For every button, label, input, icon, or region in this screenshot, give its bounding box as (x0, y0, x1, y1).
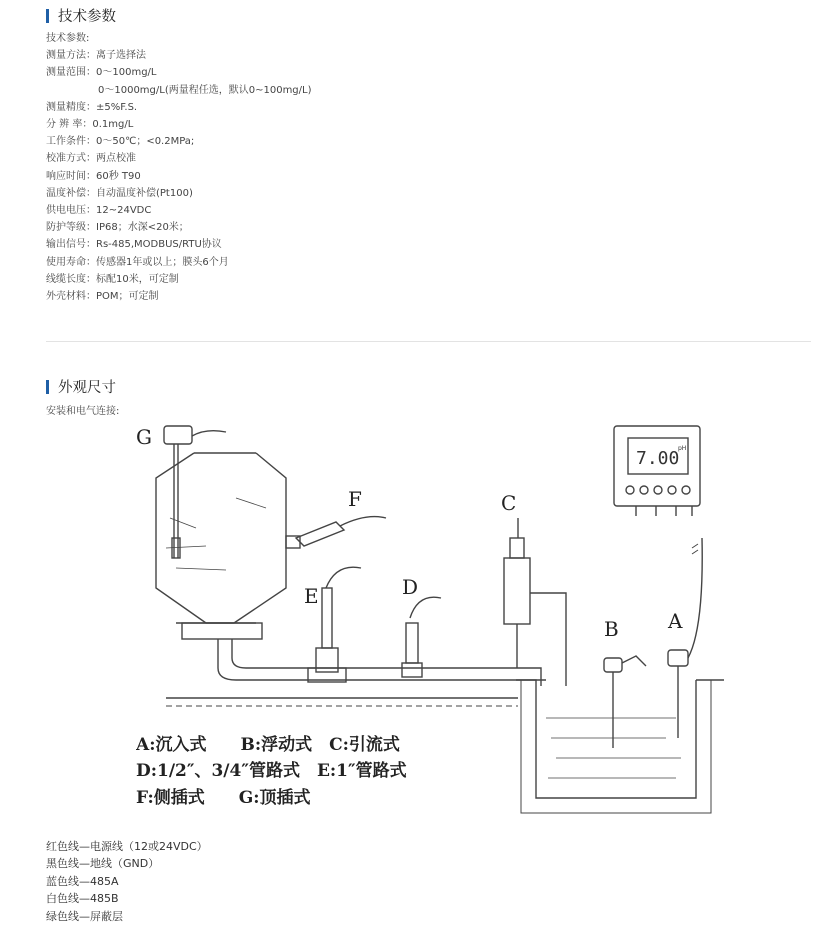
param-row: 分 辨 率：0.1mg/L (46, 119, 134, 131)
param-row: 测量方法：离子选择法 (46, 50, 146, 62)
section-divider (46, 341, 811, 342)
label-c: C (501, 491, 517, 515)
wire-item: 红色线—电源线（12或24VDC） (46, 840, 208, 853)
controller-meter (614, 426, 700, 516)
wire-list (46, 838, 208, 925)
param-row: 使用寿命：传感器1年或以上；膜头6个月 (46, 256, 229, 268)
label-d: D (402, 575, 419, 599)
ground (166, 680, 724, 706)
label-b: B (604, 617, 619, 641)
param-row: 测量范围：0～100mg/L (46, 67, 157, 79)
legend-line-1: A:沉入式 B:浮动式 C:引流式 (136, 735, 400, 755)
sensor-c (504, 518, 566, 686)
param-row: 外壳材料：POM；可定制 (46, 291, 159, 303)
sensor-d (402, 597, 441, 677)
install-label: 安装和电气连接: (46, 406, 120, 417)
sensor-g (164, 426, 226, 558)
wire-item: 绿色线—屏蔽层 (46, 909, 123, 923)
sensor-f (286, 517, 386, 548)
param-row: 校准方式：两点校准 (46, 153, 136, 165)
section-title: 技术参数 (58, 9, 116, 25)
section-header-dimensions (46, 376, 116, 397)
param-row: 0～1000mg/L(两量程任选，默认0~100mg/L) (98, 84, 312, 96)
section-marker (46, 380, 49, 394)
section-marker (46, 9, 49, 23)
wire-item: 白色线—485B (46, 892, 119, 906)
label-e: E (304, 584, 319, 608)
param-row: 防护等级：IP68；水深<20米； (46, 222, 189, 234)
param-row: 供电电压：12~24VDC (46, 205, 152, 217)
display-unit: pH (678, 445, 687, 452)
param-row: 响应时间：60秒 T90 (46, 170, 141, 182)
param-row: 测量精度：±5%F.S. (46, 101, 138, 113)
legend-line-3: F:侧插式 G:顶插式 (136, 788, 311, 808)
sensor-b (604, 656, 646, 748)
param-row: 线缆长度：标配10米，可定制 (46, 273, 179, 285)
label-a: A (668, 609, 683, 633)
installation-diagram (136, 418, 724, 828)
params-intro: 技术参数: (46, 33, 90, 44)
legend-line-2: D:1/2″、3/4″管路式 E:1″管路式 (136, 761, 407, 781)
display-value: 7.00 (636, 448, 680, 469)
label-f: F (348, 487, 362, 511)
param-row: 工作条件：0～50℃；<0.2MPa; (46, 136, 195, 148)
param-row: 输出信号：Rs-485,MODBUS/RTU协议 (46, 239, 222, 251)
section-header-tech-params (46, 5, 116, 26)
sensor-a (668, 538, 702, 738)
wire-item: 蓝色线—485A (46, 874, 119, 888)
section-title: 外观尺寸 (58, 380, 116, 396)
param-row: 温度补偿：自动温度补偿(Pt100) (46, 187, 193, 199)
wire-item: 黑色线—地线（GND） (46, 857, 160, 871)
tech-params-list (46, 30, 312, 305)
label-g: G (136, 425, 152, 449)
